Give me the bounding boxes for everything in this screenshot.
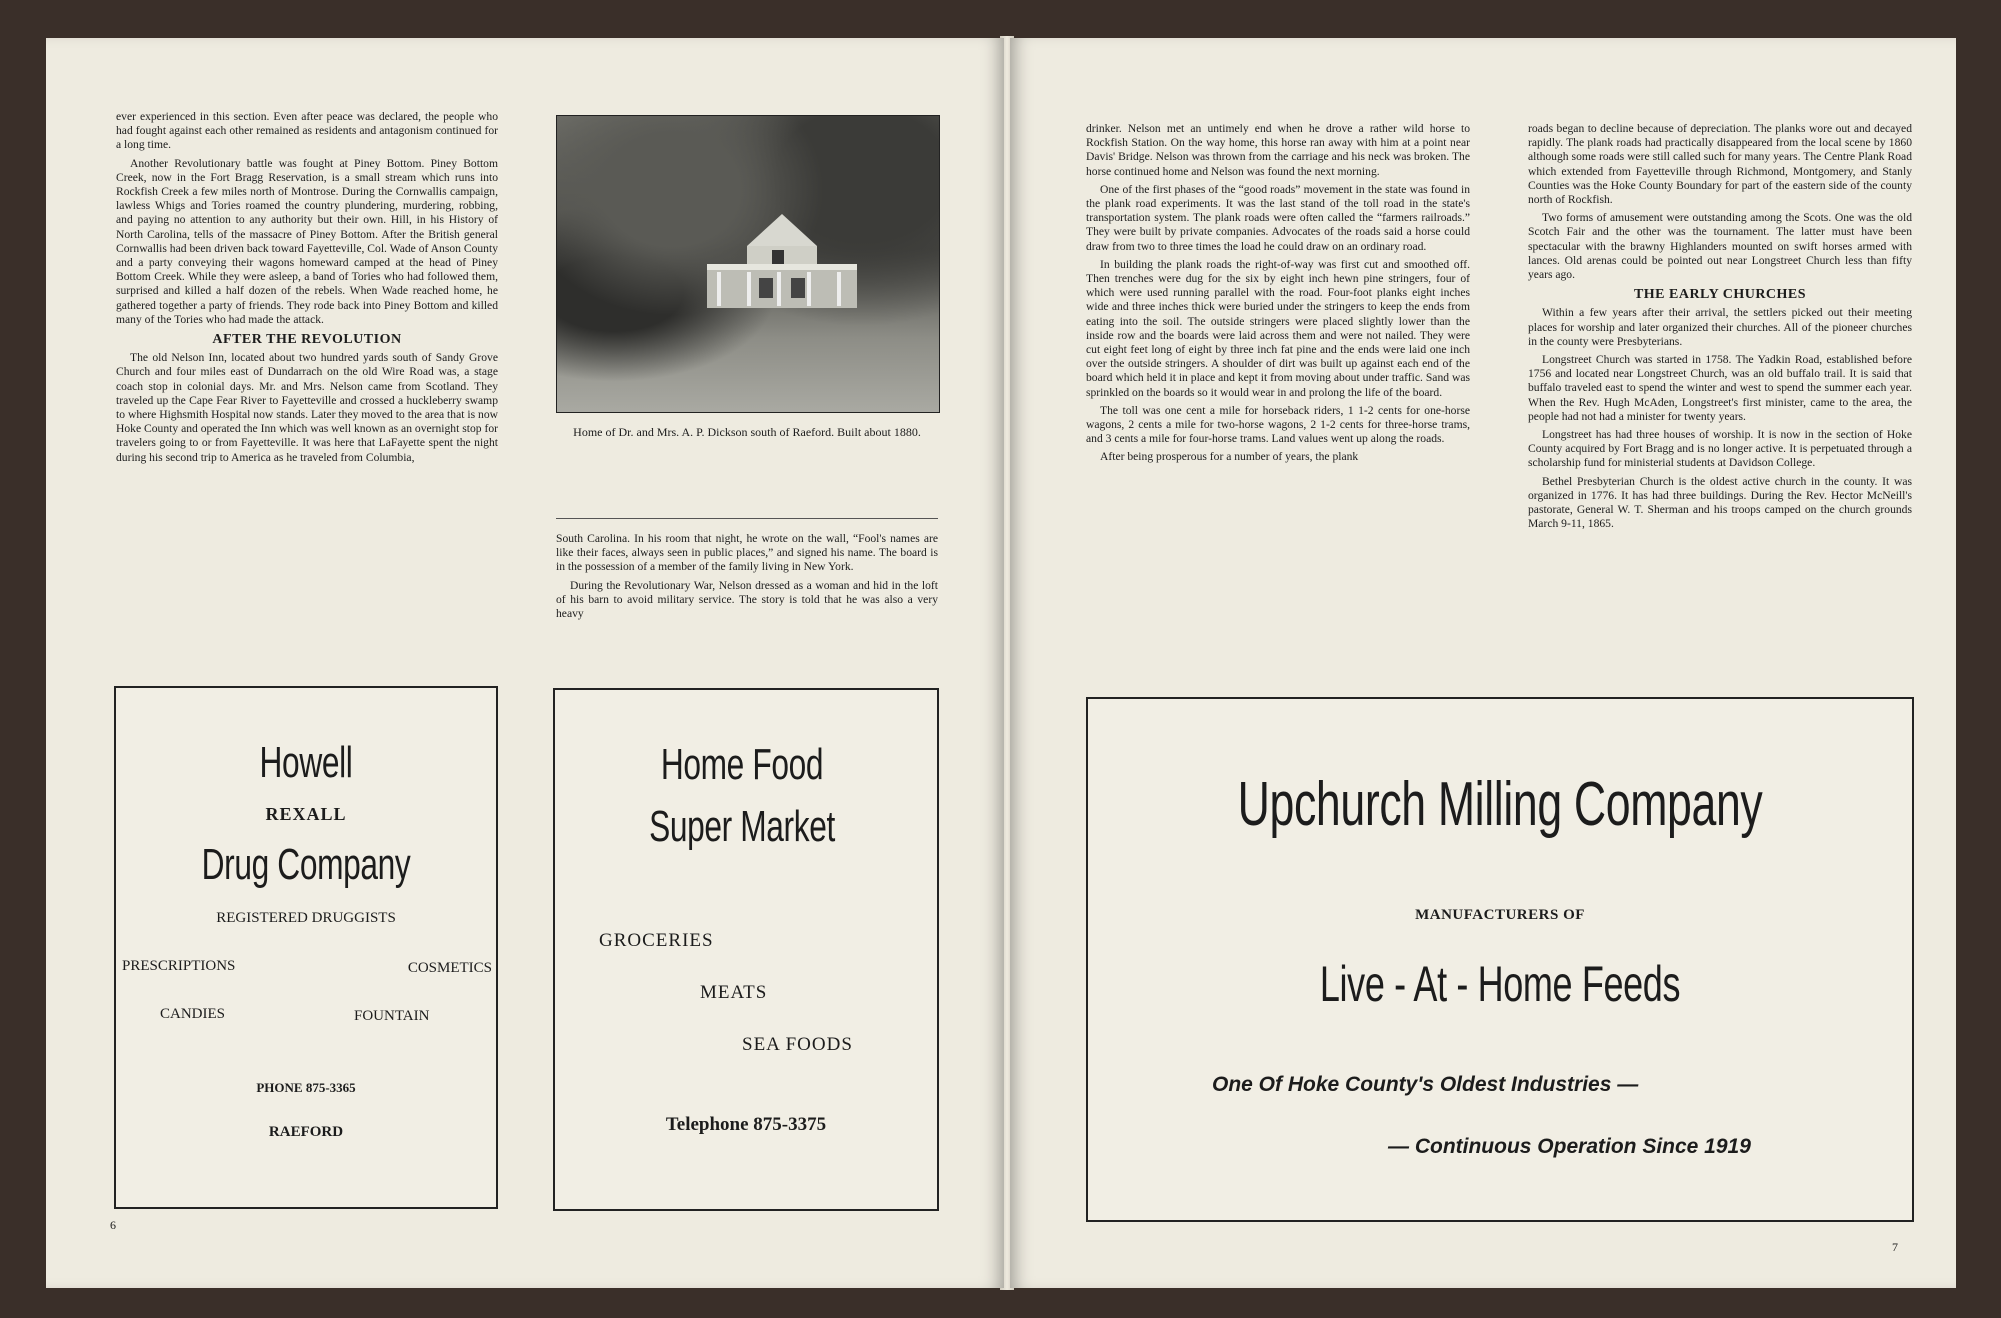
upchurch-milling-ad (1086, 697, 1914, 1222)
house-illustration (707, 206, 857, 316)
ad-item: PRESCRIPTIONS (122, 958, 236, 974)
paragraph: Two forms of amusement were outstanding among the Scots. One was the old Scotch Fair and the other was the tournament. The latter must have been spectacular with the brawny Highlanders mounted on swift horses armed with lances. Old arenas could be pointed out near Longstreet Church less than fifty years ago. (1528, 211, 1912, 282)
ad-item: CANDIES (160, 1006, 226, 1022)
left-article-column-2 (556, 532, 938, 625)
paragraph: In building the plank roads the right-of-way was first cut and smoothed off. Then trenches were dug for the six by eight inch hewn pine stringers, four of which were used running parallel with the road. Four-foot planks eight inches wide and three inches thick were buried under the stringers to keep the ends from eating into the soil. The outside stringers were placed slightly lower than the inside row and the boards were laid across them and were not nailed. They were cut eight feet long of eight by three inch fat pine and the ends were laid one inch over the outside stringers. A shoulder of dirt was built up against each end of the board which held it in place and kept it from moving about under traffic. Sand was sprinkled on the boards so it would wear in and prolong the life of the board. (1086, 257, 1470, 399)
paragraph: Longstreet Church was started in 1758. The Yadkin Road, established before 1756 and located near Longstreet Church, was an old buffalo trail. It is said that buffalo traveled east to spend the winter and west to spend the summer each year. When the Rev. Hugh McAden, Longstreet's first minister, came to the area, the people had not had a minister for twenty years. (1528, 353, 1912, 423)
ad-title: Super Market (649, 802, 835, 851)
ad-text: REGISTERED DRUGGISTS (216, 910, 396, 926)
ad-tagline: One Of Hoke County's Oldest Industries — (1212, 1073, 1639, 1096)
paragraph: Another Revolutionary battle was fought at Piney Bottom. Piney Bottom Creek, now in the Fort Bragg Reservation, is a small stream which runs into Rockfish Creek a few miles north of Montrose. During the Cornwallis campaign, lawless Whigs and Tories roamed the country plundering, murdering, robbing, and paying no attention to any authority but their own. Hill, in his History of North Carolina, tells of the massacre of Piney Bottom. After the British general Cornwallis had been driven back toward Fayetteville, Col. Wade of Anson County and a party conveying their wagons homeward camped at the head of Piney Bottom Creek. While they were asleep, a band of Tories who had followed them, surprised and killed a half dozen of the rebels. When Wade reached home, he gathered together a party of friends. They rode back into Piney Bottom and killed many of the Tories who had made the attack. (116, 156, 498, 326)
ad-title: Live - At - Home Feeds (1319, 956, 1681, 1012)
section-heading: AFTER THE REVOLUTION (212, 332, 402, 348)
paragraph: Longstreet has had three houses of worship. It is now in the section of Hoke County acquired by Fort Bragg and is no longer active. It is perpetuated through a scholarship fund for ministerial students at Davidson College. (1528, 428, 1912, 470)
paragraph: The old Nelson Inn, located about two hundred yards south of Sandy Grove Church and four miles east of Dundarrach on the old Wire Road was, a stage coach stop in colonial days. Mr. and Mrs. Nelson came from Scotland. They traveled up the Cape Fear River to Fayetteville and crossed a huckleberry swamp to where Highsmith Hospital now stands. Later they moved to the area that is now Hoke County and operated the Inn which was well known as an overnight stop for travelers going to or from Fayetteville. It was here that LaFayette spent the night during his second trip to America as he traveled from Columbia, (116, 351, 498, 464)
paragraph: drinker. Nelson met an untimely end when he drove a rather wild horse to Rockfish Station. On the way home, this horse ran away with him at a point near Davis' Bridge. Nelson was thrown from the carriage and his neck was broken. The horse continued home and Nelson was found the next morning. (1086, 122, 1470, 178)
ad-item: COSMETICS (407, 960, 492, 976)
ad-title: Drug Company (201, 840, 411, 889)
section-heading: THE EARLY CHURCHES (1633, 287, 1807, 303)
house-photo (556, 115, 940, 413)
paragraph: Bethel Presbyterian Church is the oldest active church in the county. It was organized in 1776. It has had three buildings. During the Rev. Hector McNeill's pastorate, General W. T. Sherman and his troops camped on the church grounds March 9-11, 1865. (1528, 474, 1912, 531)
ad-item: GROCERIES (599, 930, 714, 951)
photo-caption: Home of Dr. and Mrs. A. P. Dickson south of Raeford. Built about 1880. (573, 425, 921, 439)
paragraph: During the Revolutionary War, Nelson dressed as a woman and hid in the loft of his barn to avoid military service. The story is told that he was also a very heavy (556, 578, 938, 621)
ad-subtitle: MANUFACTURERS OF (1415, 907, 1585, 923)
right-article-column-1 (1086, 122, 1470, 469)
ad-phone: Telephone 875-3375 (665, 1114, 827, 1135)
ad-title: Upchurch Milling Company (1237, 770, 1763, 839)
ad-tagline: — Continuous Operation Since 1919 (1388, 1135, 1751, 1158)
paragraph: One of the first phases of the “good roads” movement in the state was found in the plank road experiments. It was the last stand of the toll road in the state's transportation system. The plank roads were often called the “farmers railroads.” They were built by private companies. Advocates of the roads said a horse could draw from two to three times the load he could draw on an ordinary road. (1086, 182, 1470, 253)
ad-subtitle: REXALL (265, 804, 347, 824)
paragraph: South Carolina. In his room that night, he wrote on the wall, “Fool's names are like their faces, always seen in public places,” and signed his name. The board is in the possession of a member of the family living in New York. (556, 532, 938, 574)
column-divider (556, 518, 938, 519)
howell-drug-ad (114, 686, 498, 1209)
ad-title: Howell (259, 738, 353, 787)
paragraph: roads began to decline because of depreciation. The planks wore out and decayed rapidly. The plank roads had practically disappeared from the local scene by 1860 although some roads were still called such for many years. The Centre Plank Road which extended from Fayetteville through Richmond, Montgomery, and Stanly Counties was the Hoke County Boundary for part of the eastern side of the county north of Rockfish. (1528, 122, 1912, 207)
page-number: 7 (1892, 1240, 1898, 1254)
ad-town: RAEFORD (268, 1124, 344, 1140)
ad-title: Home Food (660, 740, 824, 789)
home-food-ad (553, 688, 939, 1211)
ad-item: MEATS (700, 982, 768, 1003)
right-article-column-2 (1528, 122, 1912, 535)
paragraph: Within a few years after their arrival, the settlers picked out their meeting places for worship and later organized their churches. All of the pioneer churches in the county were Presbyterians. (1528, 306, 1912, 348)
paragraph: After being prosperous for a number of years, the plank (1100, 450, 1359, 464)
ad-phone: PHONE 875-3365 (256, 1080, 356, 1095)
paragraph: ever experienced in this section. Even after peace was declared, the people who had fought against each other remained as residents and antagonism continued for a long time. (116, 110, 498, 152)
paragraph: The toll was one cent a mile for horseback riders, 1 1-2 cents for one-horse wagons, 2 cents a mile for two-horse wagons, 2 1-2 cents for three-horse trams, and 3 cents a mile for four-horse trams. Land values went up along the roads. (1086, 403, 1470, 446)
page-number: 6 (110, 1218, 116, 1232)
left-article-column-1 (116, 110, 498, 469)
ad-item: FOUNTAIN (354, 1008, 430, 1024)
ad-item: SEA FOODS (742, 1034, 853, 1055)
